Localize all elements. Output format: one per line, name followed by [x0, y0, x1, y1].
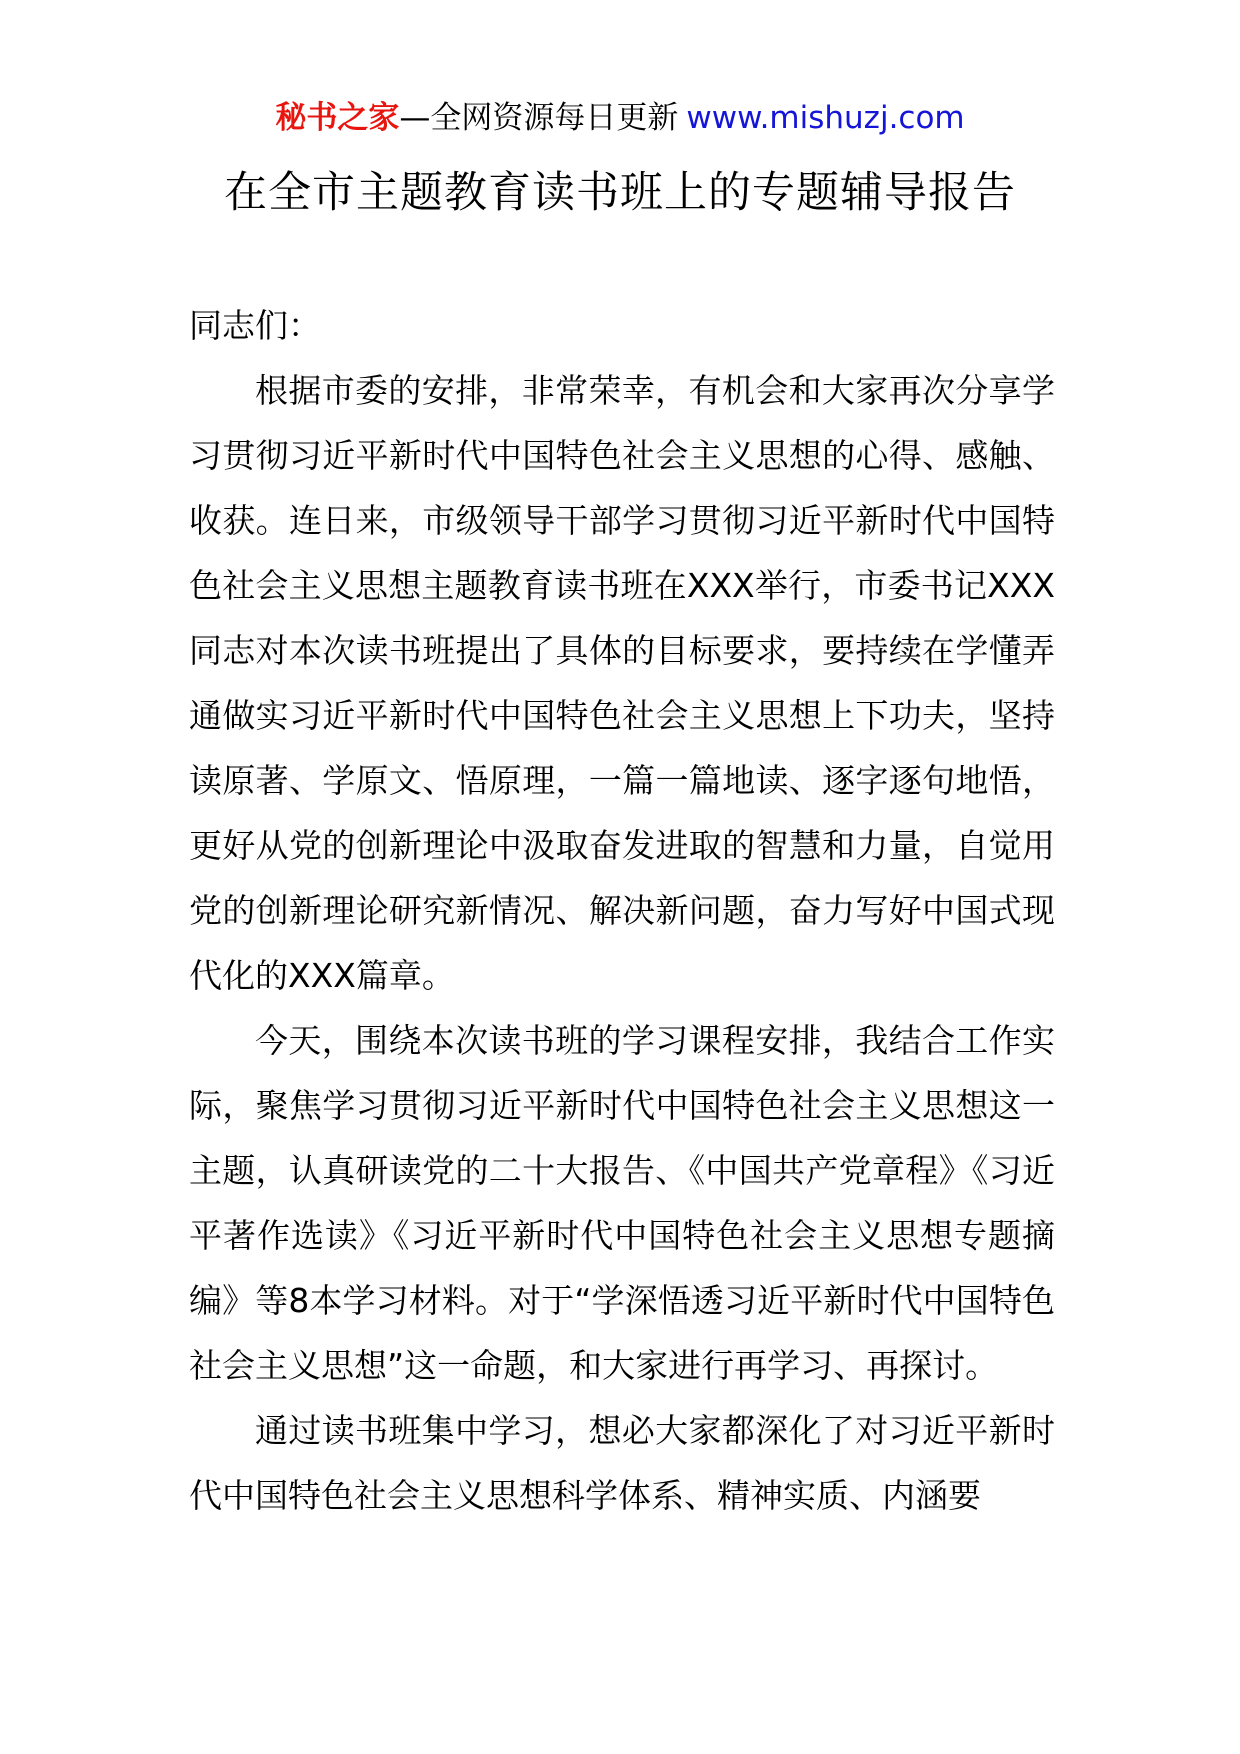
paragraph-2: 今天，围绕本次读书班的学习课程安排，我结合工作实际，聚焦学习贯彻习近平新时代中国特色社会主义思想这一主题，认真研读党的二十大报告、《中国共产党章程》《习近平著作选读》《习近平新时代中国特色社会主义思想专题摘编》等8本学习材料。对于“学深悟透习近平新时代中国特色社会主义思想”这一命题，和大家进行再学习、再探讨。: [189, 1021, 1055, 1385]
salutation: 同志们：: [189, 306, 321, 345]
site-tagline: —全网资源每日更新: [399, 100, 679, 136]
site-header: [0, 98, 1240, 138]
site-url[interactable]: www.mishuzj.com: [686, 100, 965, 136]
paragraph-1: 根据市委的安排，非常荣幸，有机会和大家再次分享学习贯彻习近平新时代中国特色社会主义思想的心得、感触、收获。连日来，市级领导干部学习贯彻习近平新时代中国特色社会主义思想主题教育读书班在XXX举行，市委书记XXX同志对本次读书班提出了具体的目标要求，要持续在学懂弄通做实习近平新时代中国特色社会主义思想上下功夫，坚持读原著、学原文、悟原理，一篇一篇地读、逐字逐句地悟，更好从党的创新理论中汲取奋发进取的智慧和力量，自觉用党的创新理论研究新情况、解决新问题，奋力写好中国式现代化的XXX篇章。: [189, 371, 1055, 995]
document-body: [189, 293, 1055, 1528]
document-title: 在全市主题教育读书班上的专题辅导报告: [224, 168, 1016, 218]
site-brand: 秘书之家: [275, 100, 400, 136]
paragraph-3: 通过读书班集中学习，想必大家都深化了对习近平新时代中国特色社会主义思想科学体系、精神实质、内涵要: [189, 1411, 1055, 1515]
